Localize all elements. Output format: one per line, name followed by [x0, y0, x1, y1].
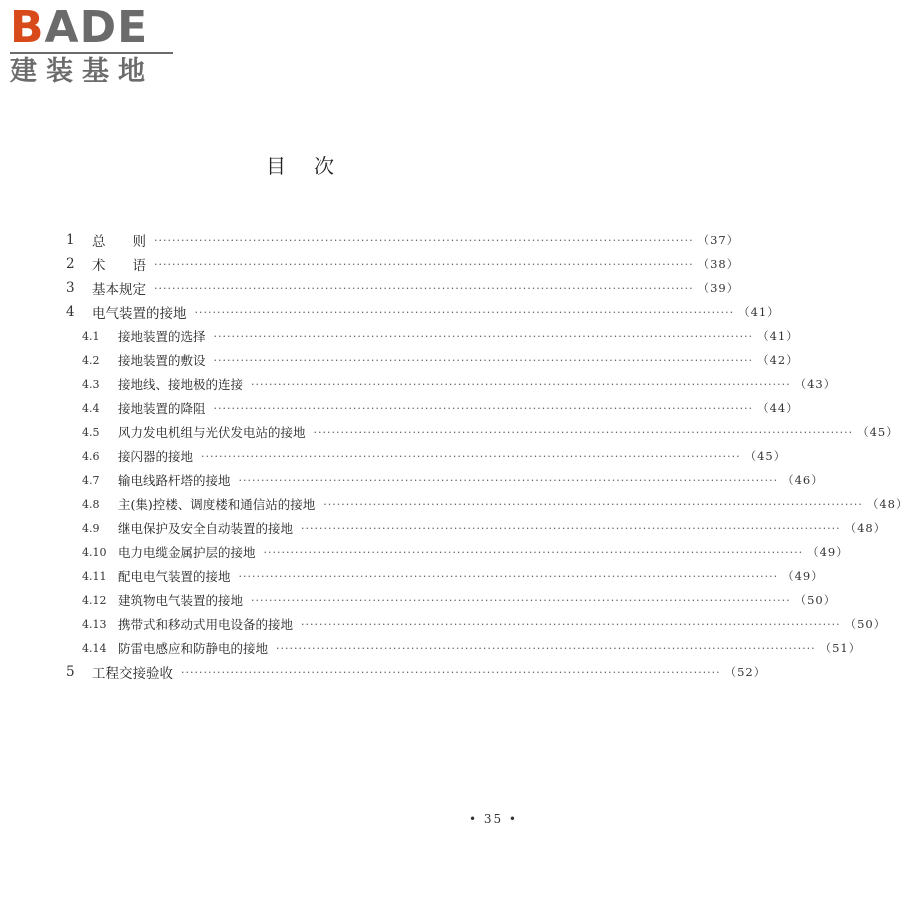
toc-entry: [66, 612, 887, 636]
toc-dot-leader: ························································································································: [154, 233, 694, 247]
toc-entry-number: 1: [66, 232, 75, 248]
toc-dot-leader: ························································································································: [213, 353, 754, 367]
toc-entry-page: （45）: [744, 449, 787, 463]
toc-entry: [66, 564, 824, 588]
toc-entry: [66, 348, 799, 372]
toc-dot-leader: ························································································································: [251, 377, 791, 391]
toc-entry: [66, 492, 909, 516]
toc-entry-page: （50）: [794, 593, 837, 607]
toc-entry-page: （46）: [782, 473, 824, 487]
toc-entry-label: 电气装置的接地: [92, 306, 187, 322]
toc-entry-number: 4.3: [82, 377, 100, 391]
toc-entry-number: 4.6: [82, 449, 100, 463]
toc-entry: [66, 420, 899, 444]
toc-entry-label: 接地装置的选择: [118, 329, 206, 344]
toc-entry-label: 工程交接验收: [92, 666, 173, 682]
toc-entry-page: （41）: [757, 329, 799, 343]
toc-entry-label: 接地线、接地极的连接: [118, 377, 244, 392]
toc-entry-label: 风力发电机组与光伏发电站的接地: [118, 425, 306, 440]
table-of-contents: [66, 228, 909, 684]
toc-entry-page: （42）: [757, 353, 799, 367]
toc-entry-number: 4.13: [82, 617, 107, 631]
toc-dot-leader: ························································································································: [301, 521, 841, 535]
toc-dot-leader: ························································································································: [251, 593, 791, 607]
logo-subtitle: 建装基地: [10, 56, 154, 87]
toc-entry-label: 防雷电感应和防静电的接地: [118, 641, 269, 656]
logo-wordmark: [10, 2, 175, 53]
toc-entry-number: 4.2: [82, 353, 100, 367]
toc-entry-label: 接地装置的降阻: [118, 401, 206, 416]
toc-entry-page: （43）: [794, 377, 837, 391]
toc-entry: [66, 468, 824, 492]
toc-entry: [66, 660, 767, 684]
toc-entry: [66, 396, 799, 420]
toc-entry-label: 接地装置的敷设: [118, 353, 206, 368]
toc-dot-leader: ························································································································: [276, 641, 816, 655]
toc-entry-number: 2: [66, 256, 75, 272]
toc-entry-label: 携带式和移动式用电设备的接地: [118, 617, 294, 632]
toc-entry-number: 3: [66, 280, 75, 296]
toc-entry-page: （44）: [757, 401, 799, 415]
toc-entry-label: 继电保护及安全自动装置的接地: [118, 521, 294, 536]
toc-dot-leader: ························································································································: [194, 305, 735, 319]
toc-entry-number: 4.4: [82, 401, 100, 415]
toc-entry-page: （45）: [857, 425, 899, 439]
toc-dot-leader: ························································································································: [181, 665, 721, 679]
toc-entry: [66, 588, 837, 612]
toc-entry-page: （48）: [844, 521, 887, 535]
toc-entry-number: 4.14: [82, 641, 107, 655]
page-title: 目次: [266, 154, 362, 178]
toc-dot-leader: ························································································································: [263, 545, 804, 559]
toc-dot-leader: ························································································································: [154, 281, 694, 295]
toc-entry-number: 5: [66, 664, 75, 680]
toc-entry-page: （49）: [807, 545, 849, 559]
toc-entry-page: （49）: [782, 569, 824, 583]
toc-entry-page: （38）: [697, 257, 740, 271]
toc-entry-label: 基本规定: [92, 282, 146, 298]
toc-entry: [66, 300, 780, 324]
toc-entry-label: 总 则: [92, 234, 146, 250]
toc-entry-number: 4.9: [82, 521, 100, 535]
toc-entry-number: 4.1: [82, 329, 100, 343]
toc-dot-leader: ························································································································: [201, 449, 741, 463]
toc-entry: [66, 276, 740, 300]
toc-entry-label: 术 语: [92, 258, 146, 274]
toc-entry-label: 配电电气装置的接地: [118, 569, 231, 584]
toc-entry-number: 4.7: [82, 473, 100, 487]
toc-entry-number: 4.10: [82, 545, 107, 559]
toc-dot-leader: ························································································································: [301, 617, 841, 631]
toc-dot-leader: ························································································································: [238, 473, 779, 487]
toc-dot-leader: ························································································································: [323, 497, 863, 511]
logo-word-rest: ADE: [44, 2, 149, 53]
toc-entry-number: 4.12: [82, 593, 107, 607]
toc-entry: [66, 444, 787, 468]
page-number: • 35 •: [468, 812, 518, 826]
toc-entry-label: 电力电缆金属护层的接地: [118, 545, 256, 560]
toc-dot-leader: ························································································································: [213, 401, 754, 415]
toc-entry: [66, 228, 740, 252]
toc-entry-label: 主(集)控楼、调度楼和通信站的接地: [118, 497, 316, 512]
toc-dot-leader: ························································································································: [238, 569, 779, 583]
toc-entry: [66, 372, 837, 396]
toc-dot-leader: ························································································································: [313, 425, 854, 439]
toc-entry: [66, 540, 849, 564]
toc-entry-number: 4.11: [82, 569, 107, 583]
toc-entry: [66, 636, 862, 660]
toc-entry: [66, 324, 799, 348]
toc-entry-page: （51）: [819, 641, 862, 655]
toc-entry-page: （50）: [844, 617, 887, 631]
toc-entry-page: （39）: [697, 281, 740, 295]
toc-entry-number: 4: [66, 304, 75, 320]
toc-entry-label: 输电线路杆塔的接地: [118, 473, 231, 488]
toc-entry-label: 建筑物电气装置的接地: [118, 593, 244, 608]
toc-entry-page: （37）: [697, 233, 740, 247]
toc-dot-leader: ························································································································: [154, 257, 694, 271]
toc-entry-number: 4.8: [82, 497, 100, 511]
toc-entry-label: 接闪器的接地: [118, 449, 194, 464]
toc-dot-leader: ························································································································: [213, 329, 754, 343]
toc-entry-number: 4.5: [82, 425, 100, 439]
toc-entry-page: （41）: [738, 305, 780, 319]
logo-accent-letter: B: [10, 2, 45, 53]
toc-entry-page: （52）: [724, 665, 767, 679]
toc-entry: [66, 516, 887, 540]
toc-entry-page: （48）: [866, 497, 909, 511]
toc-entry: [66, 252, 740, 276]
bade-logo: [10, 2, 175, 87]
